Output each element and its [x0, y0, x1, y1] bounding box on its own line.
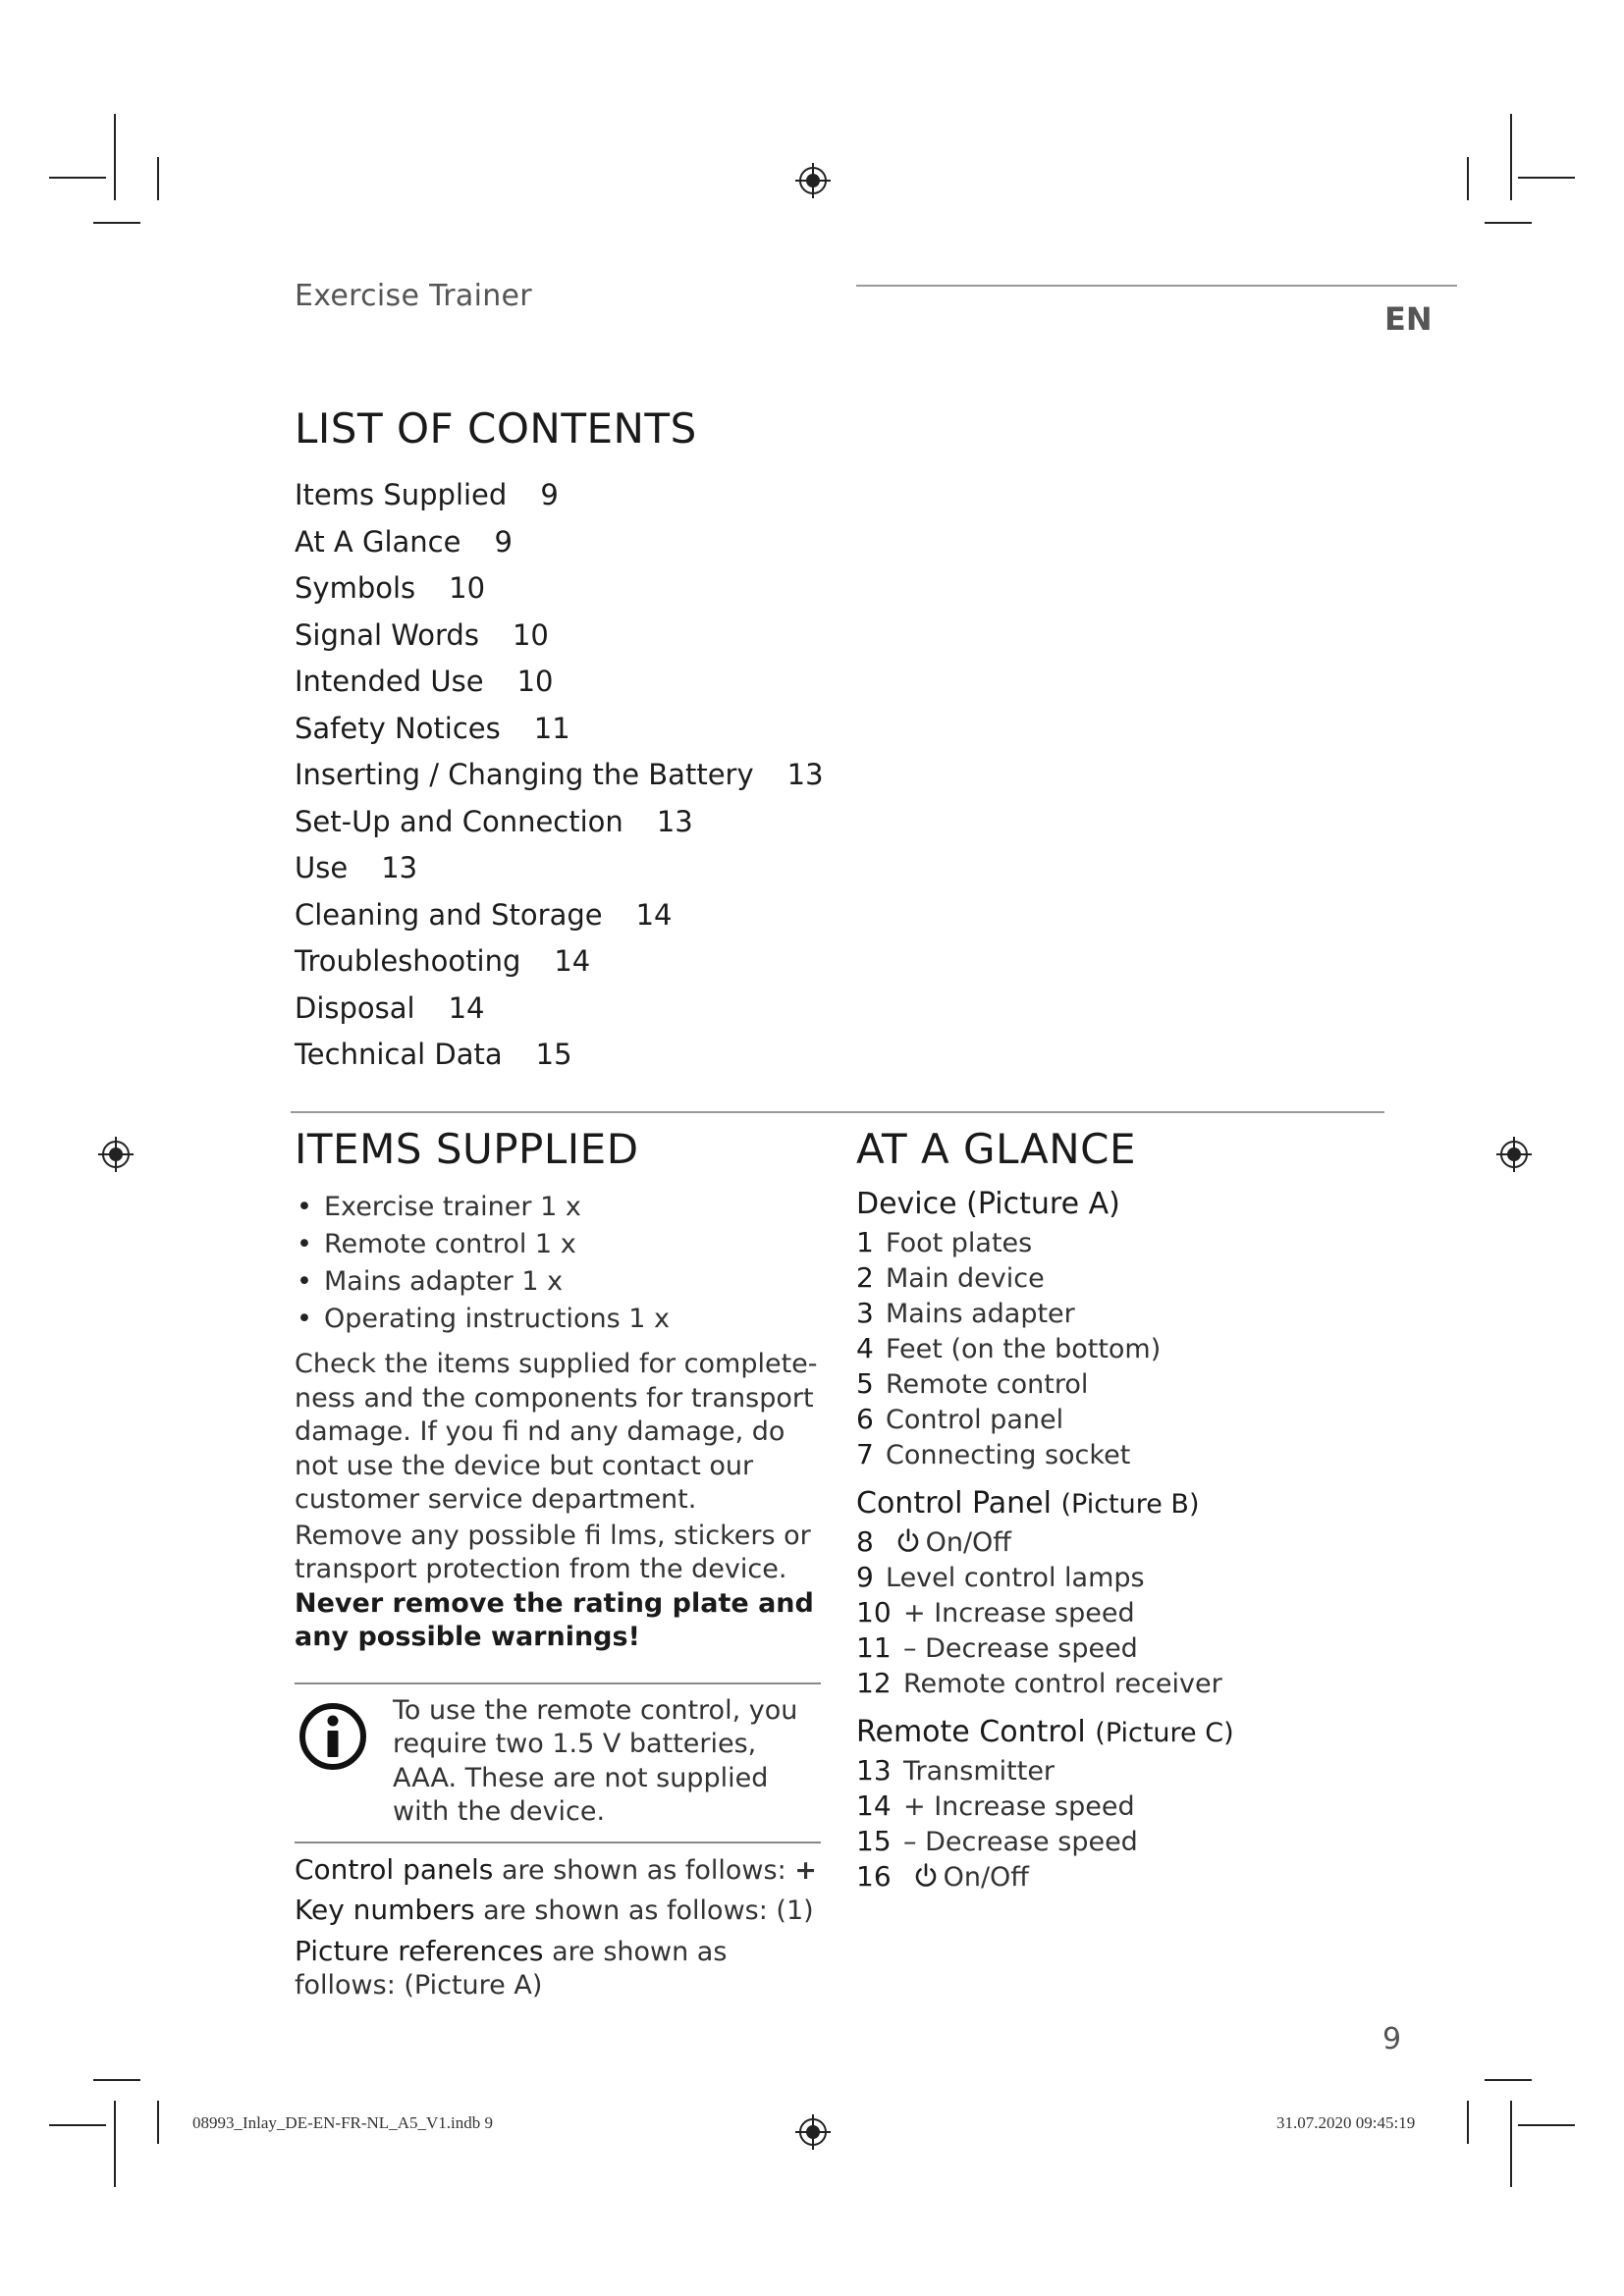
at-a-glance-heading: AT A GLANCE — [856, 1125, 1136, 1173]
contents-entry: Technical Data 15 — [295, 1038, 572, 1071]
info-icon — [298, 1702, 367, 1771]
list-item: 10 + Increase speed — [856, 1596, 1135, 1629]
crop-mark — [1518, 2124, 1575, 2126]
list-item: 4 Feet (on the bottom) — [856, 1332, 1162, 1364]
notation-legend — [295, 1853, 821, 2003]
crop-mark — [114, 114, 116, 200]
list-item: 9 Level control lamps — [856, 1561, 1145, 1593]
info-box — [295, 1682, 821, 1843]
registration-mark-icon — [795, 163, 831, 198]
crop-mark — [1510, 114, 1512, 200]
contents-list — [295, 472, 824, 1079]
crop-mark — [49, 177, 106, 179]
registration-mark-icon — [795, 2114, 831, 2150]
crop-mark — [157, 157, 159, 200]
legend-line: Picture references are shown as follows: (Picture A) — [295, 1934, 728, 2001]
crop-mark — [114, 2101, 116, 2187]
list-item: • Remote control 1 x — [295, 1226, 821, 1263]
legend-line: Control panels are shown as follows: + — [295, 1852, 817, 1886]
power-icon — [894, 1527, 922, 1555]
crop-mark — [1467, 157, 1469, 200]
contents-entry: Cleaning and Storage 14 — [295, 897, 673, 932]
language-label: EN — [1384, 300, 1433, 338]
contents-entry: Items Supplied 9 — [295, 478, 559, 511]
list-item: 6 Control panel — [856, 1403, 1064, 1435]
contents-entry: Set-Up and Connection 13 — [295, 804, 693, 838]
registration-mark-icon — [98, 1137, 134, 1172]
remove-films-paragraph: Remove any possible fi lms, stickers or transport protection from the device. — [295, 1520, 811, 1584]
list-item: 2 Main device — [856, 1261, 1045, 1294]
remote-control-subheading: Remote Control (Picture C) — [856, 1715, 1234, 1749]
table-of-contents — [295, 404, 824, 1079]
contents-heading: LIST OF CONTENTS — [295, 404, 697, 453]
crop-mark — [93, 222, 140, 224]
list-item: • Mains adapter 1 x — [295, 1263, 821, 1301]
footer-timestamp: 31.07.2020 09:45:19 — [1276, 2113, 1416, 2132]
list-item: 7 Connecting socket — [856, 1438, 1131, 1470]
list-item: 1 Foot plates — [856, 1226, 1033, 1258]
list-item: 15 – Decrease speed — [856, 1825, 1138, 1857]
legend-line: Key numbers are shown as follows: (1) — [295, 1894, 814, 1926]
crop-mark — [93, 2079, 140, 2081]
contents-entry: Use 13 — [295, 851, 418, 884]
contents-entry: Inserting / Changing the Battery 13 — [295, 758, 824, 791]
info-text: To use the remote control, you require two 1.5 V batteries, AAA. These are not supplied with the device. — [393, 1694, 798, 1827]
list-item: 12 Remote control receiver — [856, 1667, 1222, 1699]
contents-entry: Safety Notices 11 — [295, 711, 570, 745]
at-a-glance-section — [856, 1125, 1406, 1895]
check-paragraph: Check the items supplied for complete-ness and the components for transport damage. If you fi nd any damage, do not use the device but contact our customer service department. — [295, 1349, 818, 1515]
document-title: Exercise Trainer — [295, 279, 532, 313]
section-divider — [291, 1111, 1384, 1113]
power-icon — [912, 1862, 940, 1890]
header-divider — [856, 285, 1457, 287]
registration-mark-icon — [1496, 1137, 1532, 1172]
list-item: • Operating instructions 1 x — [295, 1301, 821, 1338]
crop-mark — [157, 2101, 159, 2144]
contents-entry: Troubleshooting 14 — [295, 944, 591, 978]
page-number: 9 — [1382, 2022, 1402, 2056]
crop-mark — [49, 2124, 106, 2126]
list-item: 5 Remote control — [856, 1367, 1089, 1400]
crop-mark — [1485, 2079, 1532, 2081]
crop-mark — [1518, 177, 1575, 179]
list-item: 16 On/Off — [856, 1860, 1029, 1893]
items-supplied-heading: ITEMS SUPPLIED — [295, 1125, 639, 1173]
crop-mark — [1467, 2101, 1469, 2144]
crop-mark — [1485, 222, 1532, 224]
list-item: 11 – Decrease speed — [856, 1631, 1138, 1664]
crop-mark — [1510, 2101, 1512, 2187]
items-list — [295, 1189, 821, 1338]
list-item: 3 Mains adapter — [856, 1297, 1075, 1329]
list-item: 13 Transmitter — [856, 1754, 1056, 1787]
control-panel-subheading: Control Panel (Picture B) — [856, 1486, 1200, 1521]
list-item: • Exercise trainer 1 x — [295, 1189, 821, 1226]
contents-entry: Disposal 14 — [295, 990, 485, 1025]
contents-entry: Symbols 10 — [295, 571, 486, 605]
warning-paragraph: Never remove the rating plate and any possible warnings! — [295, 1587, 814, 1652]
device-parts-list — [856, 1225, 1406, 1472]
footer-file-info: 08993_Inlay_DE-EN-FR-NL_A5_V1.indb 9 — [192, 2113, 493, 2132]
contents-entry: Signal Words 10 — [295, 617, 549, 652]
items-supplied-section — [295, 1125, 821, 2009]
control-panel-list — [856, 1524, 1406, 1701]
remote-control-list — [856, 1753, 1406, 1895]
contents-entry: At A Glance 9 — [295, 524, 513, 559]
device-subheading: Device (Picture A) — [856, 1187, 1120, 1221]
list-item: 8 On/Off — [856, 1525, 1011, 1558]
contents-entry: Intended Use 10 — [295, 665, 554, 698]
list-item: 14 + Increase speed — [856, 1789, 1135, 1822]
